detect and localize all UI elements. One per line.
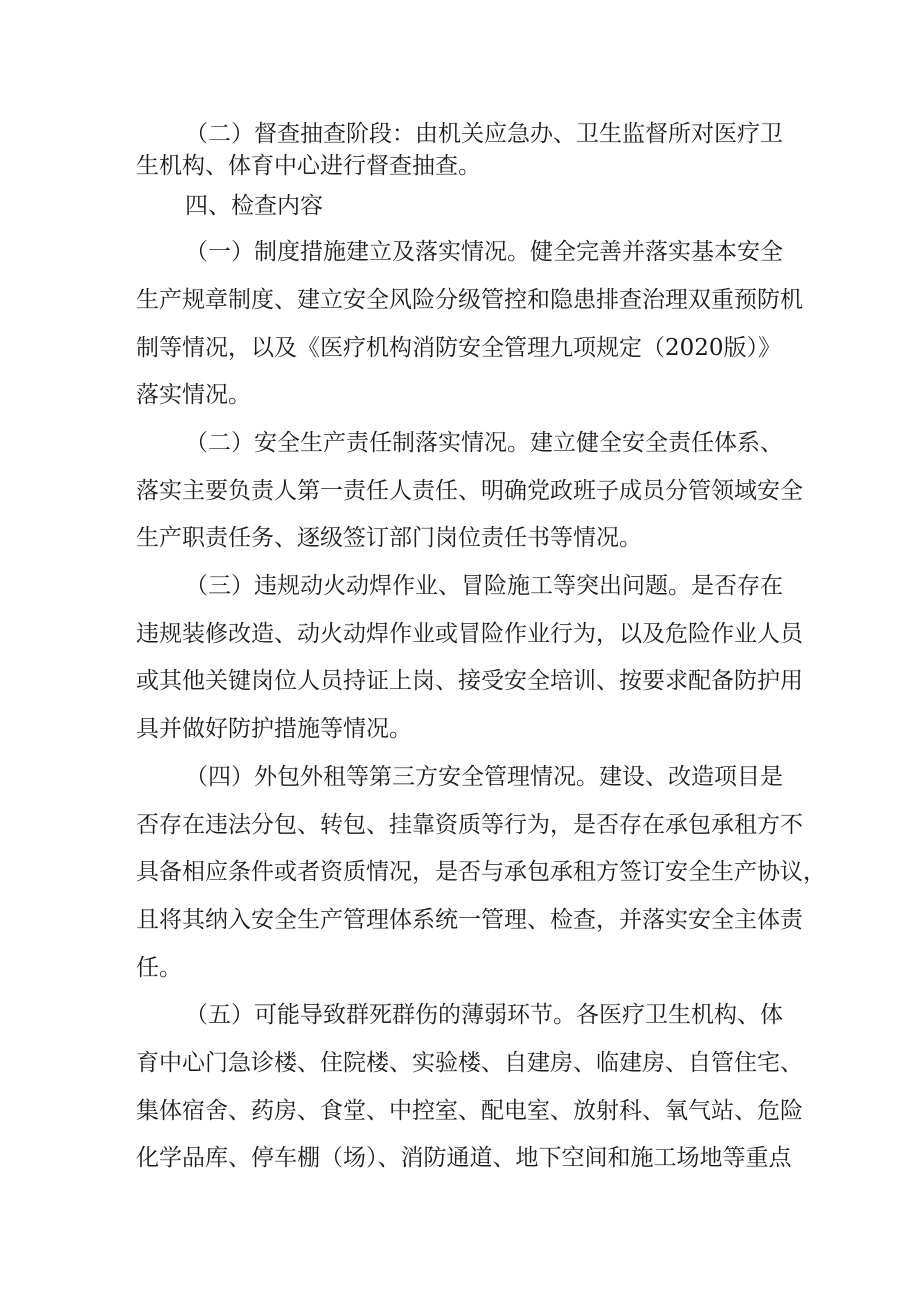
line-6: 制等情况，以及《医疗机构消防安全管理九项规定（2020版）》 bbox=[136, 335, 782, 361]
section-heading: 四、检查内容 bbox=[185, 193, 323, 219]
line-21: 育中心门急诊楼、住院楼、实验楼、自建房、临建房、自管住宅、 bbox=[136, 1050, 803, 1076]
line-1: （二）督查抽查阶段：由机关应急办、卫生监督所对医疗卫 bbox=[185, 121, 783, 147]
line-15: （四）外包外租等第三方安全管理情况。建设、改造项目是 bbox=[185, 764, 783, 790]
line-14: 具并做好防护措施等情况。 bbox=[136, 716, 412, 742]
line-22: 集体宿舍、药房、食堂、中控室、配电室、放射科、氧气站、危险 bbox=[136, 1098, 803, 1124]
line-13: 或其他关键岗位人员持证上岗、接受安全培训、按要求配备防护用 bbox=[136, 668, 803, 694]
line-20: （五）可能导致群死群伤的薄弱环节。各医疗卫生机构、体 bbox=[185, 1002, 783, 1028]
line-23: 化学品库、停车棚（场）、消防通道、地下空间和施工场地等重点 bbox=[136, 1145, 792, 1171]
line-18: 且将其纳入安全生产管理体系统一管理、检查，并落实安全主体责 bbox=[136, 907, 803, 933]
line-10: 生产职责任务、逐级签订部门岗位责任书等情况。 bbox=[136, 525, 642, 551]
line-11: （三）违规动火动焊作业、冒险施工等突出问题。是否存在 bbox=[185, 573, 783, 599]
line-4: （一）制度措施建立及落实情况。健全完善并落实基本安全 bbox=[185, 239, 783, 265]
line-19: 任。 bbox=[136, 955, 182, 981]
line-17: 具备相应条件或者资质情况，是否与承包承租方签订安全生产协议， bbox=[136, 859, 826, 885]
line-9: 落实主要负责人第一责任人责任、明确党政班子成员分管领域安全 bbox=[136, 478, 803, 504]
line-12: 违规装修改造、动火动焊作业或冒险作业行为，以及危险作业人员 bbox=[136, 621, 803, 647]
line-5: 生产规章制度、建立安全风险分级管控和隐患排查治理双重预防机 bbox=[136, 287, 803, 313]
line-16: 否存在违法分包、转包、挂靠资质等行为，是否存在承包承租方不 bbox=[136, 812, 803, 838]
line-7: 落实情况。 bbox=[136, 382, 251, 408]
line-8: （二）安全生产责任制落实情况。建立健全安全责任体系、 bbox=[185, 430, 783, 456]
line-2: 生机构、体育中心进行督查抽查。 bbox=[136, 153, 481, 179]
